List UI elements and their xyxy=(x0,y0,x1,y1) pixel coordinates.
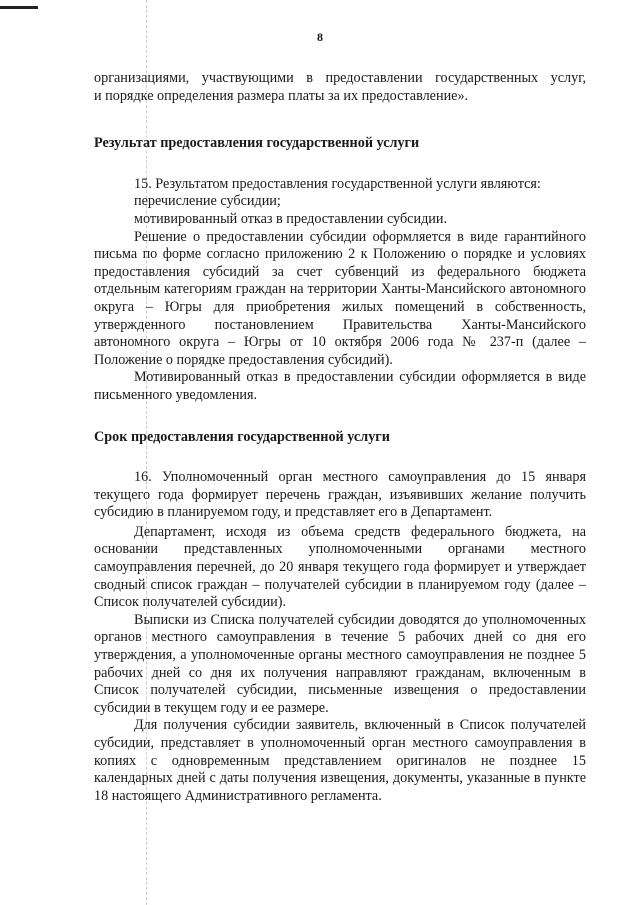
paragraph-decision: Решение о предоставлении субсидии оформляется в виде гарантийного письма по форме согласно приложению 2 к Положению о порядке и условиях предоставления субсидий за счет субвенций из федерального бюджета отдельным категориям граждан на территории Ханты-Мансийского автономного округа – Югры для приобретения жилых помещений в собственность, утвержденного постановлением Правительства Ханты-Мансийского автономного округа – Югры от 10 октября 2006 года № 237-п (далее – Положение о порядке предоставления субсидий). xyxy=(94,228,586,368)
result-item-1: перечисление субсидии; xyxy=(134,193,281,210)
section-heading-result: Результат предоставления государственной услуги xyxy=(94,135,420,152)
scan-artifact-mark xyxy=(0,6,38,9)
paragraph-16: 16. Уполномоченный орган местного самоуправления до 15 января текущего года формирует перечень граждан, изъявивших желание получить субсидию в планируемом году, и представляет его в Департамент. xyxy=(94,469,586,521)
page-number: 8 xyxy=(317,30,323,44)
paragraph-15: 15. Результатом предоставления государственной услуги являются: xyxy=(134,175,541,192)
paragraph-refusal: Мотивированный отказ в предоставлении субсидии оформляется в виде письменного уведомления. xyxy=(94,369,586,403)
result-item-2: мотивированный отказ в предоставлении субсидии. xyxy=(134,210,448,227)
paragraph-extracts: Выписки из Списка получателей субсидии доводятся до уполномоченных органов местного самоуправления в течение 5 рабочих дней со дня его утверждения, а уполномоченные органы местного самоуправления не позднее 5 рабочих дней со дня их получения направляют гражданам, включенным в Список получателей субсидии, письменные извещения о предоставлении субсидии в текущем году и ее размере. xyxy=(94,611,586,716)
document-body xyxy=(94,70,586,805)
paragraph-documents: Для получения субсидии заявитель, включенный в Список получателей субсидии, представляет в уполномоченный орган местного самоуправления в копиях с одновременным представлением оригиналов не позднее 15 календарных дней с даты получения извещения, документы, указанные в пункте 18 настоящего Административного регламента. xyxy=(94,717,586,804)
intro-line-2: и порядке определения размера платы за их предоставление». xyxy=(94,87,469,104)
section-heading-term: Срок предоставления государственной услуги xyxy=(94,428,390,445)
intro-line-1: организациями, участвующими в предоставлении государственных услуг, xyxy=(94,70,586,86)
paragraph-department: Департамент, исходя из объема средств федерального бюджета, на основании представленных уполномоченными органами местного самоуправления перечней, до 20 января текущего года формирует и утверждает сводный список граждан – получателей субсидии в планируемом году (далее – Список получателей субсидии). xyxy=(94,523,586,611)
